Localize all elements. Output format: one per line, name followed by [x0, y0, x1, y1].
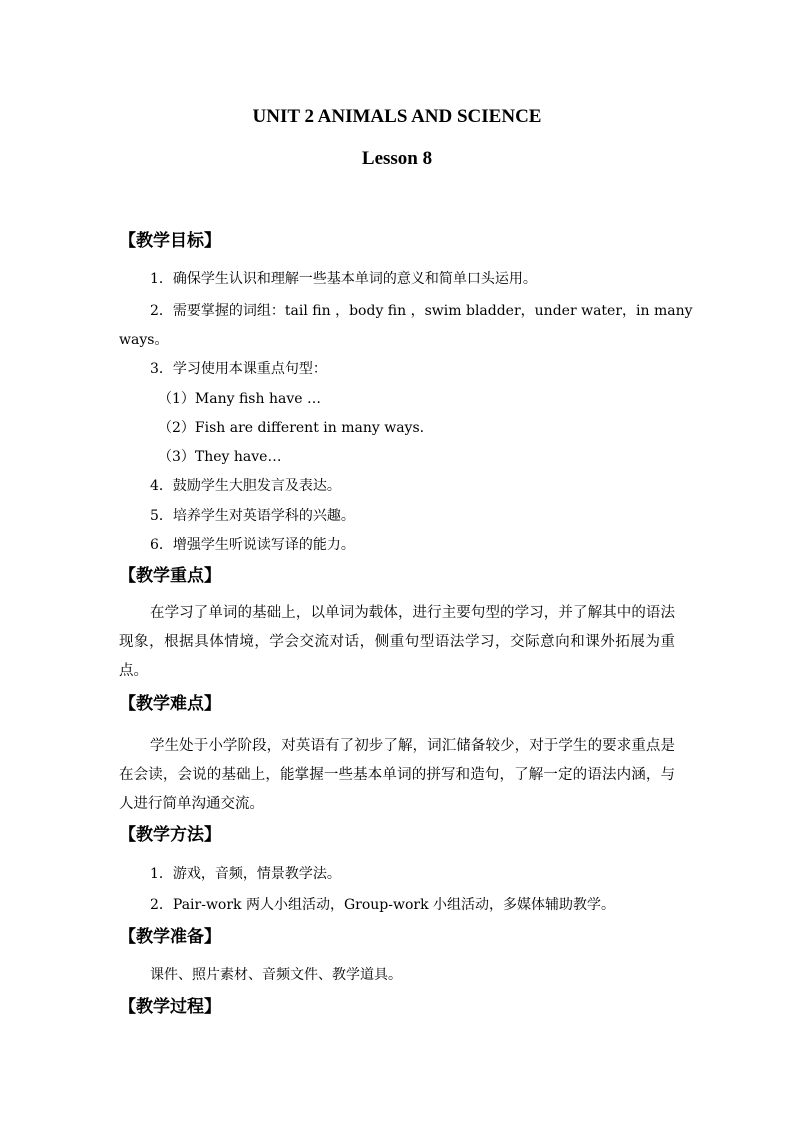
methods-heading: 【教学方法】: [119, 825, 221, 845]
objectives-heading: 【教学目标】: [119, 231, 221, 251]
sentence-pattern-2: （2）Fish are different in many ways.: [158, 420, 425, 436]
sentence-pattern-1: （1）Many fish have …: [158, 391, 321, 407]
method-item-1: 1．游戏，音频，情景教学法。: [150, 866, 341, 882]
objective-item-5: 5．培养学生对英语学科的兴趣。: [150, 508, 355, 524]
objective-item-2-continued: ways。: [119, 332, 169, 348]
objective-item-2: 2．需要掌握的词组：tail fin ，body fin ，swim bladder，under water，in many: [150, 303, 693, 319]
key-points-heading: 【教学重点】: [119, 566, 221, 586]
difficulties-text: 学生处于小学阶段，对英语有了初步了解，词汇储备较少，对于学生的要求重点是在会读，会说的基础上，能掌握一些基本单词的拼写和造句，了解一定的语法内涵，与人进行简单沟通交流。: [119, 738, 675, 812]
method-item-2: 2．Pair-work 两人小组活动，Group-work 小组活动，多媒体辅助教学。: [150, 897, 616, 913]
objective-item-6: 6．增强学生听说读写译的能力。: [150, 537, 355, 553]
objective-item-1: 1．确保学生认识和理解一些基本单词的意义和简单口头运用。: [150, 271, 537, 287]
sentence-pattern-3: （3）They have…: [158, 449, 282, 465]
document-title: UNIT 2 ANIMALS AND SCIENCE: [252, 106, 542, 127]
key-points-text: 在学习了单词的基础上，以单词为载体，进行主要句型的学习，并了解其中的语法现象，根据具体情境，学会交流对话，侧重句型语法学习，交际意向和课外拓展为重点。: [119, 605, 675, 679]
process-heading: 【教学过程】: [119, 997, 221, 1017]
difficulties-heading: 【教学难点】: [119, 694, 221, 714]
lesson-subtitle: Lesson 8: [361, 148, 433, 169]
preparation-heading: 【教学准备】: [119, 927, 221, 947]
objective-item-3: 3．学习使用本课重点句型：: [150, 361, 327, 377]
objective-item-4: 4．鼓励学生大胆发言及表达。: [150, 478, 341, 494]
preparation-text: 课件、照片素材、音频文件、教学道具。: [150, 967, 402, 983]
